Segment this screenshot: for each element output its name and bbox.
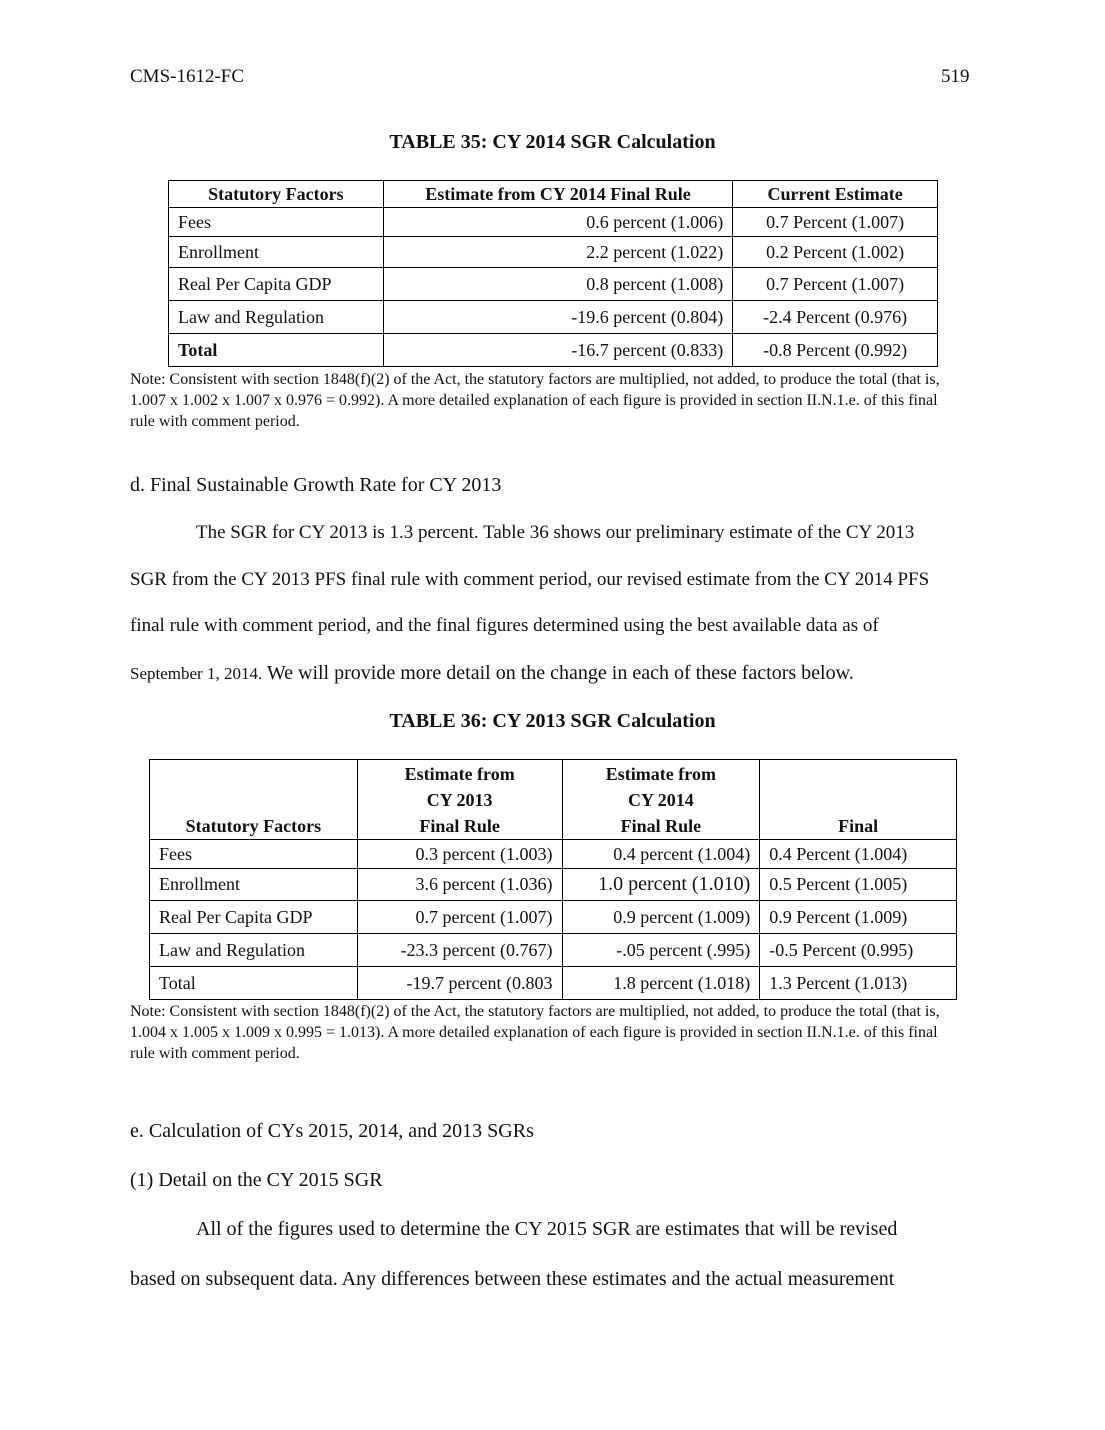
table-cell: Fees: [150, 840, 358, 869]
paragraph-line-rest: We will provide more detail on the change in each of these factors below.: [266, 662, 854, 684]
document-id: CMS-1612-FC: [130, 66, 245, 87]
table-cell: 2.2 percent (1.022): [383, 237, 732, 268]
paragraph-line: based on subsequent data. Any differences between these estimates and the actual measurement: [130, 1268, 895, 1290]
paragraph-line-date: September 1, 2014.: [130, 664, 263, 683]
table36-col-header: [150, 760, 358, 840]
header-line: Estimate from: [404, 764, 515, 784]
table36: [149, 759, 957, 1000]
table36-header-row: [150, 760, 957, 840]
table-cell: 0.6 percent (1.006): [383, 208, 732, 237]
table-cell: Enrollment: [150, 869, 358, 901]
table-row: [169, 237, 938, 268]
header-line: Final: [838, 816, 879, 836]
table-cell: 0.9 Percent (1.009): [760, 901, 957, 934]
table-row: [150, 934, 957, 967]
table-cell: 0.7 percent (1.007): [357, 901, 562, 934]
table-row: [150, 901, 957, 934]
table-row: [150, 967, 957, 1000]
table-cell: -2.4 Percent (0.976): [733, 301, 938, 334]
table-row: [169, 208, 938, 237]
table-cell: 0.4 percent (1.004): [562, 840, 760, 869]
table-row: [169, 334, 938, 367]
paragraph-line: final rule with comment period, and the final figures determined using the best available data as of: [130, 615, 879, 636]
table-cell: 1.0 percent (1.010): [562, 869, 760, 901]
table-cell: 1.8 percent (1.018): [562, 967, 760, 1000]
table-cell: Fees: [169, 208, 384, 237]
table-cell: -16.7 percent (0.833): [383, 334, 732, 367]
header-line: Final Rule: [419, 816, 500, 836]
table35-col-header: Current Estimate: [733, 181, 938, 208]
table35: [168, 180, 938, 367]
table-cell: Real Per Capita GDP: [169, 268, 384, 301]
table-cell: -23.3 percent (0.767): [357, 934, 562, 967]
paragraph-line: [130, 662, 854, 685]
table-cell: 0.2 Percent (1.002): [733, 237, 938, 268]
table-cell: 0.4 Percent (1.004): [760, 840, 957, 869]
table-cell: 0.9 percent (1.009): [562, 901, 760, 934]
table-cell: -.05 percent (.995): [562, 934, 760, 967]
table-row: [150, 869, 957, 901]
table35-note: Note: Consistent with section 1848(f)(2) of the Act, the statutory factors are multiplied, not added, to produce the total (that is, 1.007 x 1.002 x 1.007 x 0.976 = 0.992). A more detailed explanation of each figure is provided in section II.N.1.e. of this final rule with comment period.: [130, 371, 940, 430]
header-line: Final Rule: [620, 816, 702, 836]
table-cell: 0.7 Percent (1.007): [733, 208, 938, 237]
section-d-heading: d. Final Sustainable Growth Rate for CY 2013: [130, 474, 502, 496]
table-cell: 1.3 Percent (1.013): [760, 967, 957, 1000]
table36-note: Note: Consistent with section 1848(f)(2) of the Act, the statutory factors are multiplied, not added, to produce the total (that is, 1.004 x 1.005 x 1.009 x 0.995 = 1.013). A more detailed explanation of each figure is provided in section II.N.1.e. of this final rule with comment period.: [130, 1003, 940, 1062]
table-cell: -19.6 percent (0.804): [383, 301, 732, 334]
paragraph-line: All of the figures used to determine the CY 2015 SGR are estimates that will be revised: [196, 1218, 898, 1240]
table-cell: 0.3 percent (1.003): [357, 840, 562, 869]
table-cell: -0.8 Percent (0.992): [733, 334, 938, 367]
table-row: [169, 268, 938, 301]
page-number: 519: [941, 66, 970, 87]
table-cell: -19.7 percent (0.803: [357, 967, 562, 1000]
paragraph-line: The SGR for CY 2013 is 1.3 percent. Table 36 shows our preliminary estimate of the CY 2013: [196, 522, 915, 543]
table-cell: 0.7 Percent (1.007): [733, 268, 938, 301]
table-cell: Enrollment: [169, 237, 384, 268]
table-cell: Real Per Capita GDP: [150, 901, 358, 934]
table-cell: Law and Regulation: [150, 934, 358, 967]
table35-header-row: [169, 181, 938, 208]
header-line: CY 2013: [426, 790, 493, 810]
table35-col-header: Statutory Factors: [169, 181, 384, 208]
table36-col-header: [760, 760, 957, 840]
table-cell: Law and Regulation: [169, 301, 384, 334]
table-cell: -0.5 Percent (0.995): [760, 934, 957, 967]
table-row: [150, 840, 957, 869]
header-line: Estimate from: [605, 764, 716, 784]
table36-col-header: [562, 760, 760, 840]
header-line: CY 2014: [627, 790, 694, 810]
section-e-heading: e. Calculation of CYs 2015, 2014, and 2013 SGRs: [130, 1120, 534, 1142]
table-cell: 0.8 percent (1.008): [383, 268, 732, 301]
table-cell: 0.5 Percent (1.005): [760, 869, 957, 901]
table35-col-header: Estimate from CY 2014 Final Rule: [383, 181, 732, 208]
table-cell: Total: [150, 967, 358, 1000]
table35-caption: TABLE 35: CY 2014 SGR Calculation: [389, 131, 716, 153]
paragraph-line: SGR from the CY 2013 PFS final rule with comment period, our revised estimate from the CY 2014 PFS: [130, 569, 930, 590]
header-line: Statutory Factors: [185, 816, 322, 836]
section-e-subheading: (1) Detail on the CY 2015 SGR: [130, 1169, 383, 1191]
table-cell: 3.6 percent (1.036): [357, 869, 562, 901]
table36-col-header: [357, 760, 562, 840]
table-cell: Total: [169, 334, 384, 367]
table-row: [169, 301, 938, 334]
table36-caption: TABLE 36: CY 2013 SGR Calculation: [389, 710, 716, 732]
